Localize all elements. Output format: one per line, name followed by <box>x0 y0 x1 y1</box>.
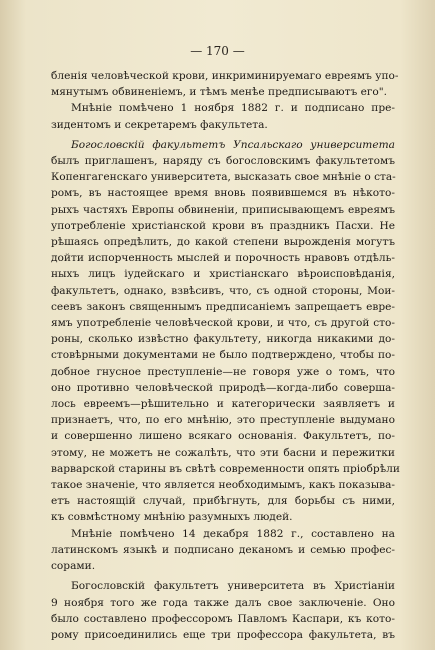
text-line: добное гнусное преступленіе—не говоря уже о томъ, что <box>51 365 395 378</box>
page-number: — 170 — <box>190 44 245 58</box>
text-line: роны, сколько извѣстно факультету, никогда никакими до- <box>51 333 395 346</box>
text-line: ныхъ лицъ іудейскаго и христіанскаго вѣроисповѣданія, <box>51 268 395 281</box>
text-line: рыхъ частяхъ Европы обвиненіи, приписывающемъ евреямъ <box>51 203 395 216</box>
text-line: зидентомъ и секретаремъ факультета. <box>51 118 268 131</box>
text-line: бленія человѣческой крови, инкриминируемаго евреямъ упо- <box>51 70 399 82</box>
text-line: былъ приглашенъ, наряду съ богословскимъ факультетомъ <box>51 155 395 168</box>
body-text <box>51 68 400 643</box>
text-line: было составлено профессоромъ Павломъ Каспари, къ кото- <box>51 612 395 625</box>
text-line: Богословскій факультетъ университета въ Христіаніи <box>71 580 395 593</box>
text-line: ямъ употребленіе человѣческой крови, и что, съ другой сто- <box>51 317 395 330</box>
text-line: сеевъ законъ священнымъ предписаніемъ запрещаетъ евре- <box>51 300 395 313</box>
text-line: лось евреемъ—рѣшительно и категорически заявляетъ и <box>51 398 395 411</box>
text-line: признаетъ, что, по его мнѣнію, это преступленіе выдумано <box>51 414 395 427</box>
text-line: ромъ, въ настоящее время вновь появившемся въ нѣкото- <box>51 187 395 200</box>
text-line: и совершенно лишено всякаго основанія. Факультетъ, по- <box>51 430 395 443</box>
text-line: етъ настоящій случай, прибѣгнуть, для борьбы съ ними, <box>51 495 395 508</box>
text-line: рѣшаясь опредѣлить, до какой степени вырожденія могутъ <box>51 236 395 249</box>
text-line: употребленіе христіанской крови въ праздникъ Пасхи. Не <box>51 219 395 232</box>
text-line: этому, не можетъ не сожалѣть, что эти басни и пережитки <box>51 446 395 459</box>
text-line: 9 ноября того же года также далъ свое заключеніе. Оно <box>51 596 395 609</box>
text-line: Мнѣніе помѣчено 14 декабря 1882 г., составлено на <box>71 527 395 540</box>
text-line: варварской старины въ свѣтѣ современности опять пріобрѣли <box>51 462 400 475</box>
text-line: латинскомъ языкѣ и подписано деканомъ и семью профес- <box>51 543 395 556</box>
text-line: стовѣрными документами не было подтверждено, чтобы по- <box>51 349 395 362</box>
text-line: Копенгагенскаго университета, высказать свое мнѣніе о ста- <box>51 171 396 184</box>
text-line: Богословскій факультетъ Упсальскаго университета <box>71 138 395 151</box>
text-line: Мнѣніе помѣчено 1 ноября 1882 г. и подписано пре- <box>71 102 395 115</box>
text-line: къ совмѣстному мнѣнію разумныхъ людей. <box>51 511 293 524</box>
text-line: сорами. <box>51 560 96 573</box>
text-line: рому присоединились еще три профессора факультета, въ <box>51 628 395 641</box>
text-line: такое значеніе, что является необходимымъ, какъ показыва- <box>51 479 395 492</box>
text-line: дойти испорченность мыслей и порочность нравовъ отдѣль- <box>51 252 395 265</box>
text-line: факультетъ, однако, взвѣсивъ, что, съ одной стороны, Мои- <box>51 284 395 297</box>
text-line: оно противно человѣческой природѣ—когда-либо соверша- <box>51 381 395 394</box>
text-line: мянутымъ обвиненіемъ, и тѣмъ менѣе предписываютъ его". <box>51 86 388 99</box>
